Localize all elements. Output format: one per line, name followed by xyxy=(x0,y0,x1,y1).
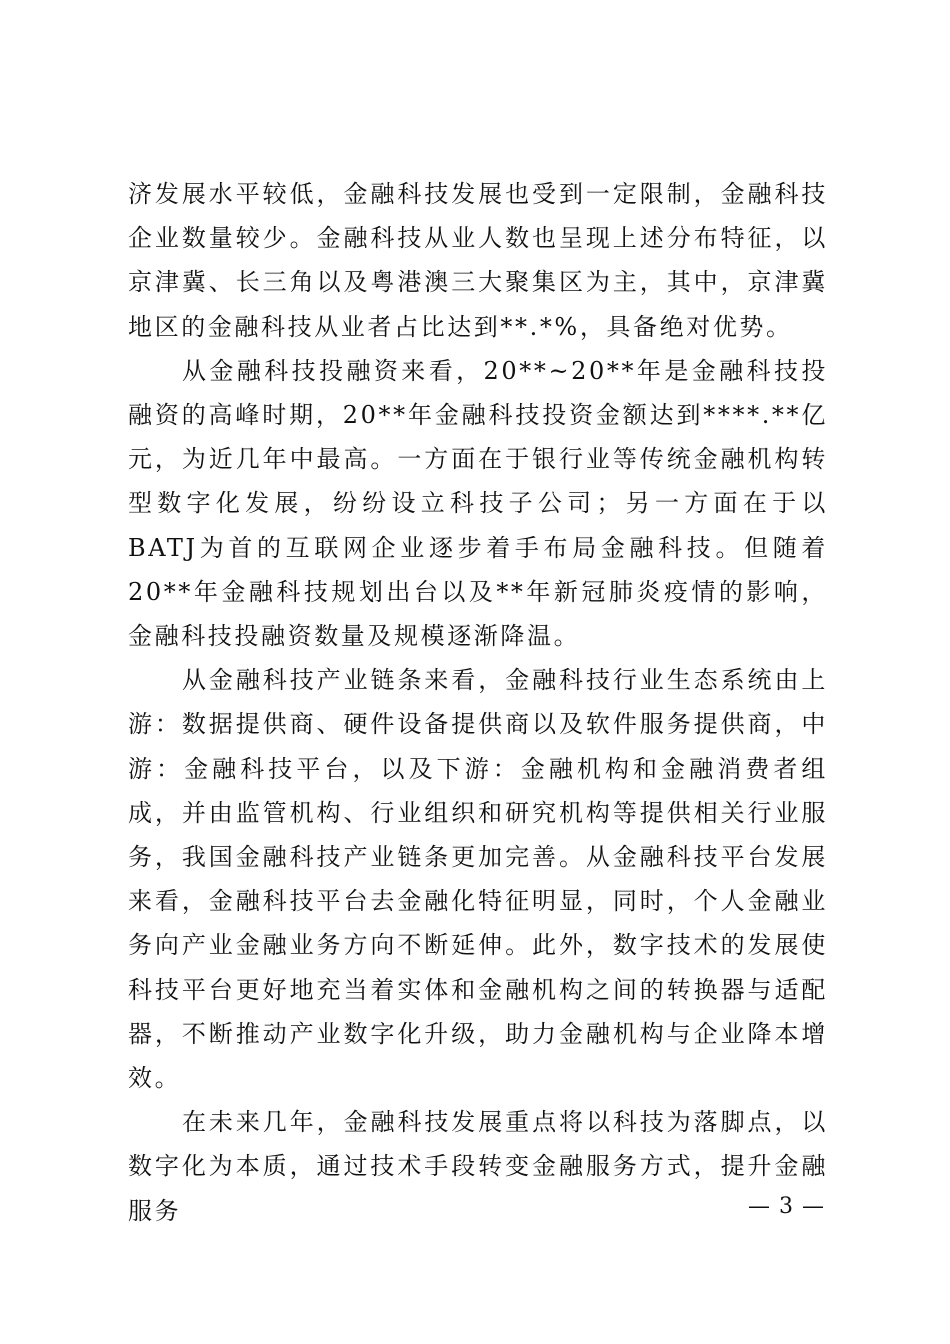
page-number: — 3 — xyxy=(748,1194,825,1219)
paragraph-industry-chain: 从金融科技产业链条来看，金融科技行业生态系统由上游：数据提供商、硬件设备提供商以及软件服务提供商，中游：金融科技平台，以及下游：金融机构和金融消费者组成，并由监管机构、行业组织和研究机构等提供相关行业服务，我国金融科技产业链条更加完善。从金融科技平台发展来看，金融科技平台去金融化特征明显，同时，个人金融业务向产业金融业务方向不断延伸。此外，数字技术的发展使科技平台更好地充当着实体和金融机构之间的转换器与适配器，不断推动产业数字化升级，助力金融机构与企业降本增效。 xyxy=(128,666,828,1093)
paragraph-future: 在未来几年，金融科技发展重点将以科技为落脚点，以数字化为本质，通过技术手段转变金融服务方式，提升金融服务 xyxy=(128,1108,828,1225)
body-text xyxy=(128,172,828,1233)
paragraph-continued: 济发展水平较低，金融科技发展也受到一定限制，金融科技企业数量较少。金融科技从业人数也呈现上述分布特征，以京津冀、长三角以及粤港澳三大聚集区为主，其中，京津冀地区的金融科技从业者占比达到**.*%，具备绝对优势。 xyxy=(128,180,828,341)
paragraph-investment: 从金融科技投融资来看，20**~20**年是金融科技投融资的高峰时期，20**年金融科技投资金额达到****.**亿元，为近几年中最高。一方面在于银行业等传统金融机构转型数字化发展，纷纷设立科技子公司；另一方面在于以BATJ为首的互联网企业逐步着手布局金融科技。但随着20**年金融科技规划出台以及**年新冠肺炎疫情的影响，金融科技投融资数量及规模逐渐降温。 xyxy=(128,356,828,651)
